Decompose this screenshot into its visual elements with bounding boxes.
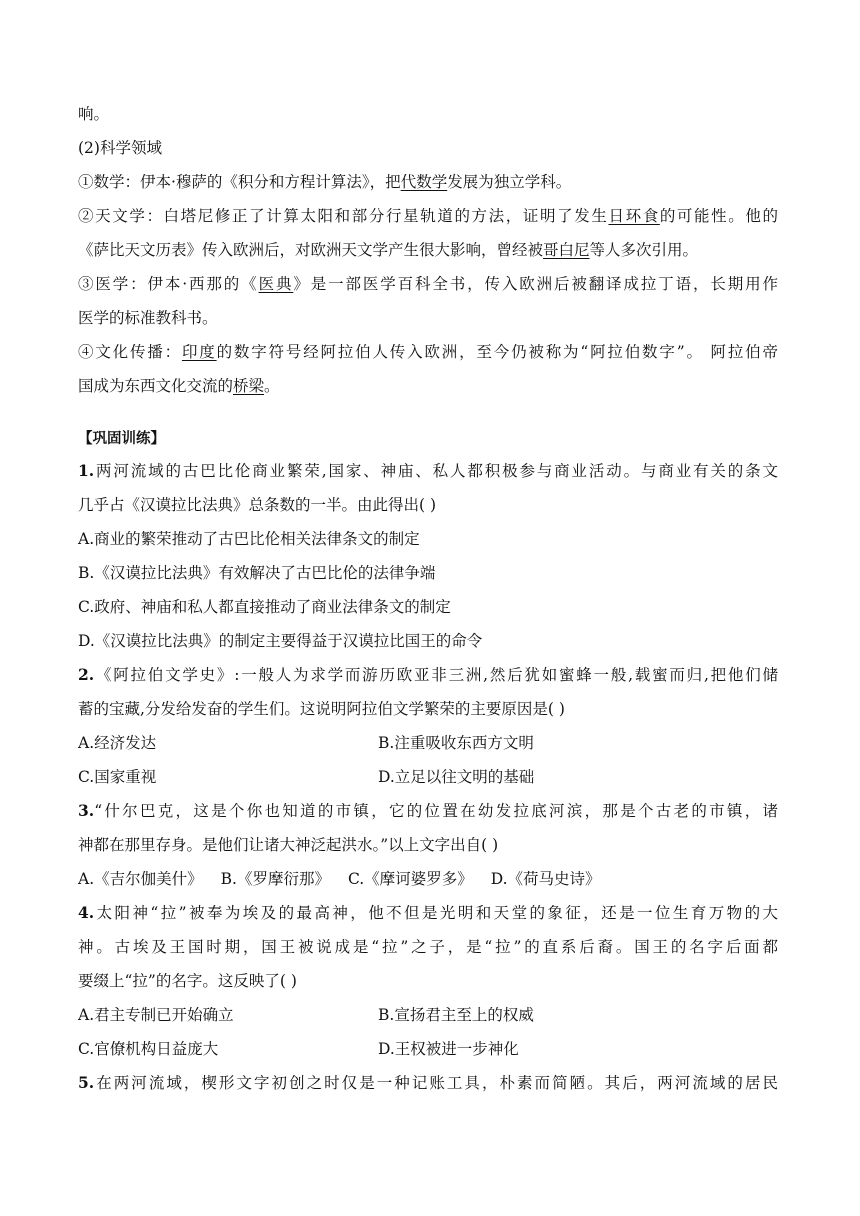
question-number: 4. [78, 903, 95, 922]
q4-option-d: D.王权被进一步神化 [378, 1040, 519, 1058]
astro-line-2 [78, 237, 778, 263]
underlined-term: 哥白尼 [543, 241, 590, 259]
q4-options-row-1 [78, 1002, 778, 1028]
continued-text [78, 101, 778, 127]
culture-line-2 [78, 373, 778, 399]
q1-option-c: C.政府、神庙和私人都直接推动了商业法律条文的制定 [78, 598, 451, 616]
question-2-line-2: 蓄的宝藏,分发给发奋的学生们。这说明阿拉伯文学繁荣的主要原因是( ) [78, 700, 565, 718]
text-span: ④文化传播： [78, 343, 182, 361]
q3-option-c: C.《摩诃婆罗多》 [347, 870, 473, 888]
q1-option-a: A.商业的繁荣推动了古巴比伦相关法律条文的制定 [78, 530, 420, 548]
underlined-term: 印度 [181, 343, 217, 361]
text-span: 发展为独立学科。 [447, 173, 572, 191]
underlined-term: 日环食 [608, 207, 660, 225]
q2-options-row-2 [78, 764, 778, 790]
q3-option-a: A.《吉尔伽美什》 [78, 870, 203, 888]
question-4-line-2: 神。古埃及王国时期，国王被说成是“拉”之子，是“拉”的直系后裔。国王的名字后面都 [78, 938, 778, 956]
underlined-term: 桥梁 [233, 377, 265, 395]
question-4-line-3: 要缀上“拉”的名字。这反映了( ) [78, 972, 297, 990]
text-span: 医学的标准教科书。 [78, 309, 218, 327]
culture-line-1 [78, 339, 778, 365]
question-number: 3. [78, 801, 95, 820]
q3-option-d: D.《荷马史诗》 [490, 870, 601, 888]
q4-option-c: C.官僚机构日益庞大 [78, 1040, 219, 1058]
q4-option-a: A.君主专制已开始确立 [78, 1006, 234, 1024]
text-span: 两河流域的古巴比伦商业繁荣,国家、神庙、私人都积极参与商业活动。与商业有关的条文 [94, 462, 778, 480]
underlined-term: 医典 [258, 275, 294, 293]
text-span: 。 [264, 377, 280, 395]
question-number: 5. [78, 1073, 95, 1092]
text-span: (2)科学领域 [78, 139, 162, 157]
question-2-line-1 [78, 662, 778, 688]
q3-option-b: B.《罗摩衍那》 [220, 870, 330, 888]
section-title: 【巩固训练】 [78, 430, 165, 447]
q1-option-b: B.《汉谟拉比法典》有效解决了古巴比伦的法律争端 [78, 564, 436, 582]
text-span: 《阿拉伯文学史》:一般人为求学而游历欧亚非三洲,然后犹如蜜蜂一般,载蜜而归,把他们储 [94, 666, 778, 684]
question-3-line-1 [78, 798, 778, 824]
text-span: 太阳神“拉”被奉为埃及的最高神，他不但是光明和天堂的象征，还是一位生育万物的大 [94, 904, 778, 922]
q2-options-row-1 [78, 730, 778, 756]
text-span: 响。 [78, 105, 110, 123]
q1-option-d: D.《汉谟拉比法典》的制定主要得益于汉谟拉比国王的命令 [78, 632, 483, 650]
question-4-line-1 [78, 900, 778, 926]
q2-option-a: A.经济发达 [78, 734, 157, 752]
text-span: “什尔巴克，这是个你也知道的市镇，它的位置在幼发拉底河滨，那是个古老的市镇，诸 [94, 802, 778, 820]
q4-option-b: B.宣扬君主至上的权威 [378, 1006, 534, 1024]
question-number: 1. [78, 461, 95, 480]
q2-option-b: B.注重吸收东西方文明 [378, 734, 534, 752]
question-5-line-1 [78, 1070, 778, 1096]
question-1-line-2: 几乎占《汉谟拉比法典》总条数的一半。由此得出( ) [78, 496, 437, 514]
question-number: 2. [78, 665, 95, 684]
astro-line-1 [78, 203, 778, 229]
q4-options-row-2 [78, 1036, 778, 1062]
text-span: 在两河流域，楔形文字初创之时仅是一种记账工具，朴素而简陋。其后，两河流域的居民 [94, 1074, 778, 1092]
text-span: ②天文学：白塔尼修正了计算太阳和部分行星轨道的方法，证明了发生 [78, 207, 609, 225]
text-span: ③医学：伊本·西那的《 [78, 275, 259, 293]
text-span: 的数字符号经阿拉伯人传入欧洲，至今仍被称为“阿拉伯数字”。 阿拉伯帝 [216, 343, 778, 361]
text-span: 《萨比天文历表》传入欧洲后，对欧洲天文学产生很大影响，曾经被 [78, 241, 544, 259]
question-3-line-2: 神都在那里存身。是他们让诸大神泛起洪水。”以上文字出自( ) [78, 836, 499, 854]
med-line-2 [78, 305, 778, 331]
q2-option-d: D.立足以往文明的基础 [378, 768, 535, 786]
question-1-line-1 [78, 458, 778, 484]
text-span: 国成为东西文化交流的 [78, 377, 234, 395]
text-span: 的可能性。他的 [659, 207, 778, 225]
math-line [78, 169, 778, 195]
text-span: 》是一部医学百科全书，传入欧洲后被翻译成拉丁语，长期用作 [293, 275, 778, 293]
underlined-term: 代数学 [400, 173, 448, 191]
text-span: ①数学：伊本·穆萨的《积分和方程计算法》，把 [78, 173, 401, 191]
science-heading [78, 135, 778, 161]
text-span: 等人多次引用。 [589, 241, 699, 259]
q2-option-c: C.国家重视 [78, 768, 157, 786]
med-line-1 [78, 271, 778, 297]
q3-options-row [78, 866, 778, 892]
